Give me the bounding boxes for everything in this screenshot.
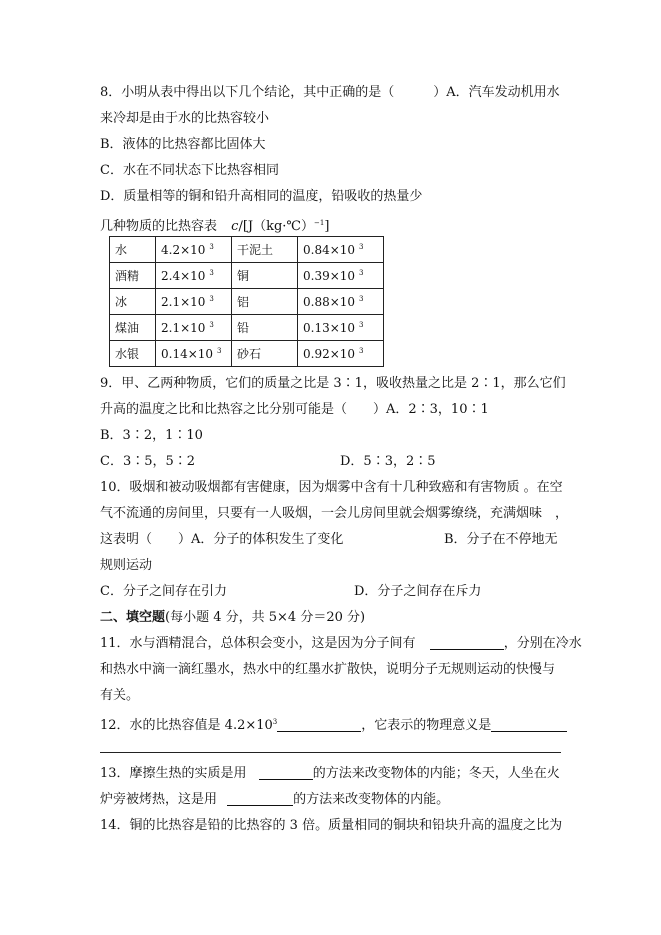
heat-value-exponent: 3 bbox=[359, 320, 364, 329]
value-cell bbox=[298, 237, 384, 263]
q13-text-b: 的方法来改变物体的内能；冬天，人坐在火 bbox=[312, 766, 560, 781]
q13-text-d: 的方法来改变物体的内能。 bbox=[293, 792, 450, 807]
heat-value: 2.4×10 bbox=[161, 268, 206, 283]
q10-line-1: 10．吸烟和被动吸烟都有害健康，因为烟雾中含有十几种致癌和有害物质 。在空 bbox=[100, 480, 563, 495]
section-2-header bbox=[100, 609, 365, 627]
table-row bbox=[110, 237, 384, 263]
value-cell bbox=[298, 315, 384, 341]
substance-name: 煤油 bbox=[115, 321, 140, 335]
heat-value-exponent: 3 bbox=[209, 320, 214, 329]
table-row bbox=[110, 289, 384, 315]
heat-value: 0.39×10 bbox=[303, 268, 356, 283]
heat-value-exponent: 3 bbox=[209, 268, 214, 277]
table-caption-unit: /[J（kg·℃） bbox=[238, 219, 314, 234]
substance-name: 铝 bbox=[237, 295, 250, 309]
q13-line-1 bbox=[100, 765, 560, 783]
substance-name: 砂石 bbox=[237, 347, 262, 361]
q13-text-c: 炉旁被烤热，这是用 bbox=[100, 792, 218, 807]
substance-name: 酒精 bbox=[115, 269, 140, 283]
q11-line-1 bbox=[100, 635, 582, 653]
q10-option-c: C．分子之间存在引力 bbox=[100, 584, 227, 599]
table-caption-close: ] bbox=[324, 219, 330, 234]
q8-option-b: B．液体的比热容都比固体大 bbox=[100, 137, 266, 152]
heat-value-exponent: 3 bbox=[359, 294, 364, 303]
heat-value-exponent: 3 bbox=[359, 268, 364, 277]
substance-cell bbox=[110, 263, 156, 289]
q11-text-b: ，分别在冷水 bbox=[503, 636, 582, 651]
substance-cell bbox=[110, 341, 156, 367]
heat-value-exponent: 3 bbox=[217, 346, 222, 355]
q12-line-1 bbox=[100, 713, 567, 735]
heat-value: 0.14×10 bbox=[161, 346, 214, 361]
q11-line-2: 和热水中滴一滴红墨水，热水中的红墨水扩散快，说明分子无规则运动的快慢与 bbox=[100, 662, 556, 677]
substance-cell bbox=[110, 315, 156, 341]
value-cell bbox=[156, 237, 232, 263]
substance-name: 冰 bbox=[115, 295, 128, 309]
table-row bbox=[110, 341, 384, 367]
heat-value: 2.1×10 bbox=[161, 294, 206, 309]
heat-value: 0.84×10 bbox=[303, 242, 356, 257]
q10-line-3a: 这表明（ ）A．分子的体积发生了变化 bbox=[100, 532, 344, 547]
substance-name: 水银 bbox=[115, 347, 140, 361]
q12-middle: ，它表示的物理意义是 bbox=[361, 718, 492, 733]
value-cell bbox=[156, 289, 232, 315]
q9-option-b: B．3∶2，1∶10 bbox=[100, 428, 203, 443]
q13-blank-1[interactable] bbox=[259, 765, 313, 780]
heat-value: 2.1×10 bbox=[161, 320, 206, 335]
q9-line-2: 升高的温度之比和比热容之比分别可能是（ ）A．2∶3，10∶1 bbox=[100, 402, 489, 417]
q10-line-4: 规则运动 bbox=[100, 558, 153, 573]
q10-line-2: 气不流通的房间里，只要有一人吸烟，一会儿房间里就会烟雾缭绕，充满烟味 ， bbox=[100, 506, 569, 521]
specific-heat-table bbox=[109, 236, 384, 367]
heat-value: 4.2×10 bbox=[161, 242, 206, 257]
q8-option-d: D．质量相等的铜和铅升高相同的温度，铅吸收的热量少 bbox=[100, 189, 423, 204]
substance-cell bbox=[232, 341, 298, 367]
heat-value: 0.88×10 bbox=[303, 294, 356, 309]
heat-value-exponent: 3 bbox=[359, 242, 364, 251]
value-cell bbox=[298, 263, 384, 289]
heat-value: 0.92×10 bbox=[303, 346, 356, 361]
q12-exp: 3 bbox=[272, 718, 278, 726]
value-cell bbox=[298, 289, 384, 315]
q12-blank-2[interactable] bbox=[491, 717, 567, 732]
substance-name: 铜 bbox=[237, 269, 250, 283]
substance-cell bbox=[232, 237, 298, 263]
section-2-title: 二、填空题 bbox=[100, 610, 166, 625]
q13-text-a: 13．摩擦生热的实质是用 bbox=[100, 766, 247, 781]
substance-name: 水 bbox=[115, 243, 128, 257]
q11-line-3: 有关。 bbox=[100, 688, 140, 703]
substance-name: 铅 bbox=[237, 321, 250, 335]
substance-cell bbox=[232, 315, 298, 341]
q9-option-c: C．3∶5，5∶2 bbox=[100, 454, 196, 469]
q11-text-a: 11．水与酒精混合，总体积会变小，这是因为分子间有 bbox=[100, 636, 416, 651]
table-caption-exp: −1 bbox=[313, 219, 325, 227]
q8-line-2: 来冷却是由于水的比热容较小 bbox=[100, 111, 270, 126]
heat-value-exponent: 3 bbox=[209, 294, 214, 303]
substance-cell bbox=[232, 263, 298, 289]
heat-value-exponent: 3 bbox=[209, 242, 214, 251]
substance-name: 干泥土 bbox=[237, 243, 274, 257]
table-caption-prefix: 几种物质的比热容表 bbox=[100, 219, 218, 234]
q9-option-d: D．5∶3，2∶5 bbox=[340, 454, 436, 469]
table-caption bbox=[100, 214, 329, 236]
q14-line-1: 14．铜的比热容是铅的比热容的 3 倍。质量相同的铜块和铅块升高的温度之比为 bbox=[100, 818, 563, 833]
heat-value-exponent: 3 bbox=[359, 346, 364, 355]
table-row bbox=[110, 315, 384, 341]
substance-cell bbox=[232, 289, 298, 315]
substance-cell bbox=[110, 289, 156, 315]
table-row bbox=[110, 263, 384, 289]
table-caption-symbol: c bbox=[231, 219, 239, 234]
q12-blank-1[interactable] bbox=[277, 717, 361, 732]
q13-blank-2[interactable] bbox=[227, 791, 293, 806]
heat-value: 0.13×10 bbox=[303, 320, 356, 335]
q11-blank[interactable] bbox=[430, 635, 504, 650]
section-2-note: (每小题 4 分，共 5×4 分＝20 分) bbox=[165, 610, 366, 625]
q12-answer-line[interactable] bbox=[100, 752, 561, 753]
value-cell bbox=[298, 341, 384, 367]
q13-line-2 bbox=[100, 791, 449, 809]
value-cell bbox=[156, 315, 232, 341]
value-cell bbox=[156, 341, 232, 367]
value-cell bbox=[156, 263, 232, 289]
q9-line-1: 9．甲、乙两种物质，它们的质量之比是 3∶1，吸收热量之比是 2∶1，那么它们 bbox=[100, 376, 566, 391]
q10-line-3b: B．分子在不停地无 bbox=[444, 532, 558, 547]
q8-line-1: 8．小明从表中得出以下几个结论，其中正确的是（ ）A．汽车发动机用水 bbox=[100, 85, 560, 100]
q8-option-c: C．水在不同状态下比热容相同 bbox=[100, 163, 279, 178]
substance-cell bbox=[110, 237, 156, 263]
q10-option-d: D．分子之间存在斥力 bbox=[354, 584, 482, 599]
q12-prefix: 12．水的比热容值是 4.2×10 bbox=[100, 718, 273, 733]
